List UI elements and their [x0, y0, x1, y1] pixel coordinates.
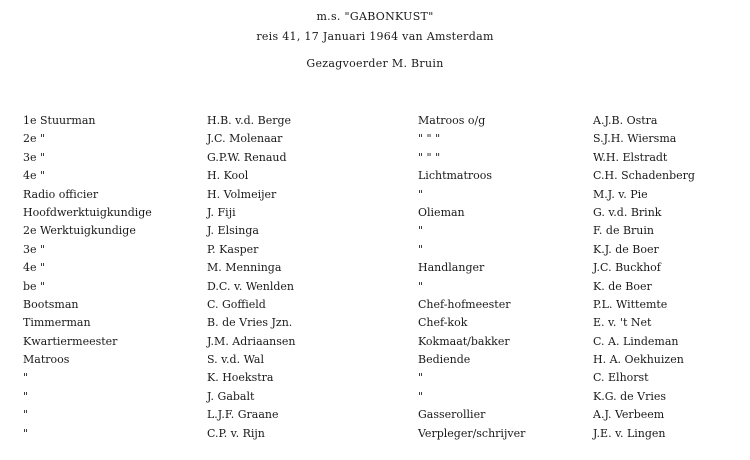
crew-rank: Chef-hofmeester: [418, 297, 511, 311]
crew-rank: ": [418, 389, 424, 403]
crew-name: J. Fiji: [207, 205, 236, 219]
crew-rank: Hoofdwerktuigkundige: [23, 205, 152, 219]
crew-name: J. Gabalt: [207, 389, 255, 403]
crew-name: J.E. v. Lingen: [593, 426, 666, 440]
crew-rank: ": [418, 242, 424, 256]
crew-name: C.P. v. Rijn: [207, 426, 265, 440]
crew-name: C.H. Schadenberg: [593, 169, 695, 183]
crew-rank: ": [23, 371, 29, 385]
crew-name: H. Volmeijer: [207, 187, 277, 201]
crew-rank: 3e ": [23, 150, 46, 164]
crew-name: M.J. v. Pie: [593, 187, 648, 201]
crew-rank: ": [418, 279, 424, 293]
crew-rank: be ": [23, 279, 46, 293]
crew-name: M. Menninga: [207, 261, 282, 275]
crew-rank: 3e ": [23, 242, 46, 256]
crew-rank: 4e ": [23, 261, 46, 275]
crew-rank: Timmerman: [23, 316, 91, 330]
crew-name: B. de Vries Jzn.: [207, 316, 293, 330]
crew-rank: " " ": [418, 150, 441, 164]
crew-name: H. A. Oekhuizen: [593, 353, 684, 367]
right-rank-column: [418, 112, 525, 443]
crew-name: W.H. Elstradt: [593, 150, 668, 164]
crew-rank: 4e ": [23, 169, 46, 183]
crew-name: L.J.F. Graane: [207, 408, 279, 422]
crew-name: P. Kasper: [207, 242, 259, 256]
crew-name: K. de Boer: [593, 279, 652, 293]
crew-name: C. Goffield: [207, 297, 266, 311]
crew-name: G.P.W. Renaud: [207, 150, 287, 164]
left-rank-column: [23, 112, 152, 443]
crew-name: K.G. de Vries: [593, 389, 667, 403]
crew-name: P.L. Wittemte: [593, 297, 668, 311]
crew-rank: Olieman: [418, 205, 465, 219]
crew-name: J.M. Adriaansen: [207, 334, 296, 348]
crew-rank: Kwartiermeester: [23, 334, 118, 348]
crew-rank: 1e Stuurman: [23, 114, 96, 127]
captain-line: Gezagvoerder M. Bruin: [306, 57, 444, 70]
crew-rank: Gasserollier: [418, 408, 486, 422]
crew-name: S. v.d. Wal: [207, 353, 265, 367]
crew-name: K. Hoekstra: [207, 371, 274, 385]
crew-rank: Bootsman: [23, 297, 79, 311]
crew-rank: Bediende: [418, 353, 471, 367]
crew-rank: Verpleger/schrijver: [418, 426, 526, 440]
crew-name: S.J.H. Wiersma: [593, 132, 677, 146]
crew-rank: 2e ": [23, 132, 46, 146]
crew-rank: ": [418, 187, 424, 201]
crew-rank: Radio officier: [23, 187, 99, 201]
crew-name: G. v.d. Brink: [593, 205, 662, 219]
crew-rank: ": [23, 389, 29, 403]
crew-rank: Lichtmatroos: [418, 169, 493, 183]
crew-rank: Kokmaat/bakker: [418, 334, 510, 348]
crew-name: E. v. 't Net: [593, 316, 652, 330]
crew-name: H. Kool: [207, 169, 249, 183]
crew-name: J. Elsinga: [207, 224, 259, 238]
crew-rank: " " ": [418, 132, 441, 146]
crew-name: A.J.B. Ostra: [593, 114, 658, 127]
crew-name: C. Elhorst: [593, 371, 649, 385]
crew-name: K.J. de Boer: [593, 242, 659, 256]
voyage-line: reis 41, 17 Januari 1964 van Amsterdam: [256, 30, 494, 43]
crew-name: J.C. Molenaar: [207, 132, 283, 146]
right-name-column: [593, 112, 695, 443]
crew-name: H.B. v.d. Berge: [207, 114, 292, 127]
crew-rank: 2e Werktuigkundige: [23, 224, 136, 238]
ship-title: m.s. "GABONKUST": [316, 10, 434, 23]
crew-name: J.C. Buckhof: [593, 261, 661, 275]
left-name-column: [207, 112, 296, 443]
crew-rank: ": [418, 224, 424, 238]
crew-name: D.C. v. Wenlden: [207, 279, 295, 293]
crew-rank: Chef-kok: [418, 316, 468, 330]
crew-rank: ": [23, 426, 29, 440]
crew-name: A.J. Verbeem: [593, 408, 665, 422]
crew-rank: Matroos o/g: [418, 114, 486, 127]
crew-rank: Handlanger: [418, 261, 485, 275]
crew-rank: Matroos: [23, 353, 70, 367]
crew-rank: ": [23, 408, 29, 422]
crew-name: F. de Bruin: [593, 224, 654, 238]
crew-name: C. A. Lindeman: [593, 334, 679, 348]
crew-rank: ": [418, 371, 424, 385]
